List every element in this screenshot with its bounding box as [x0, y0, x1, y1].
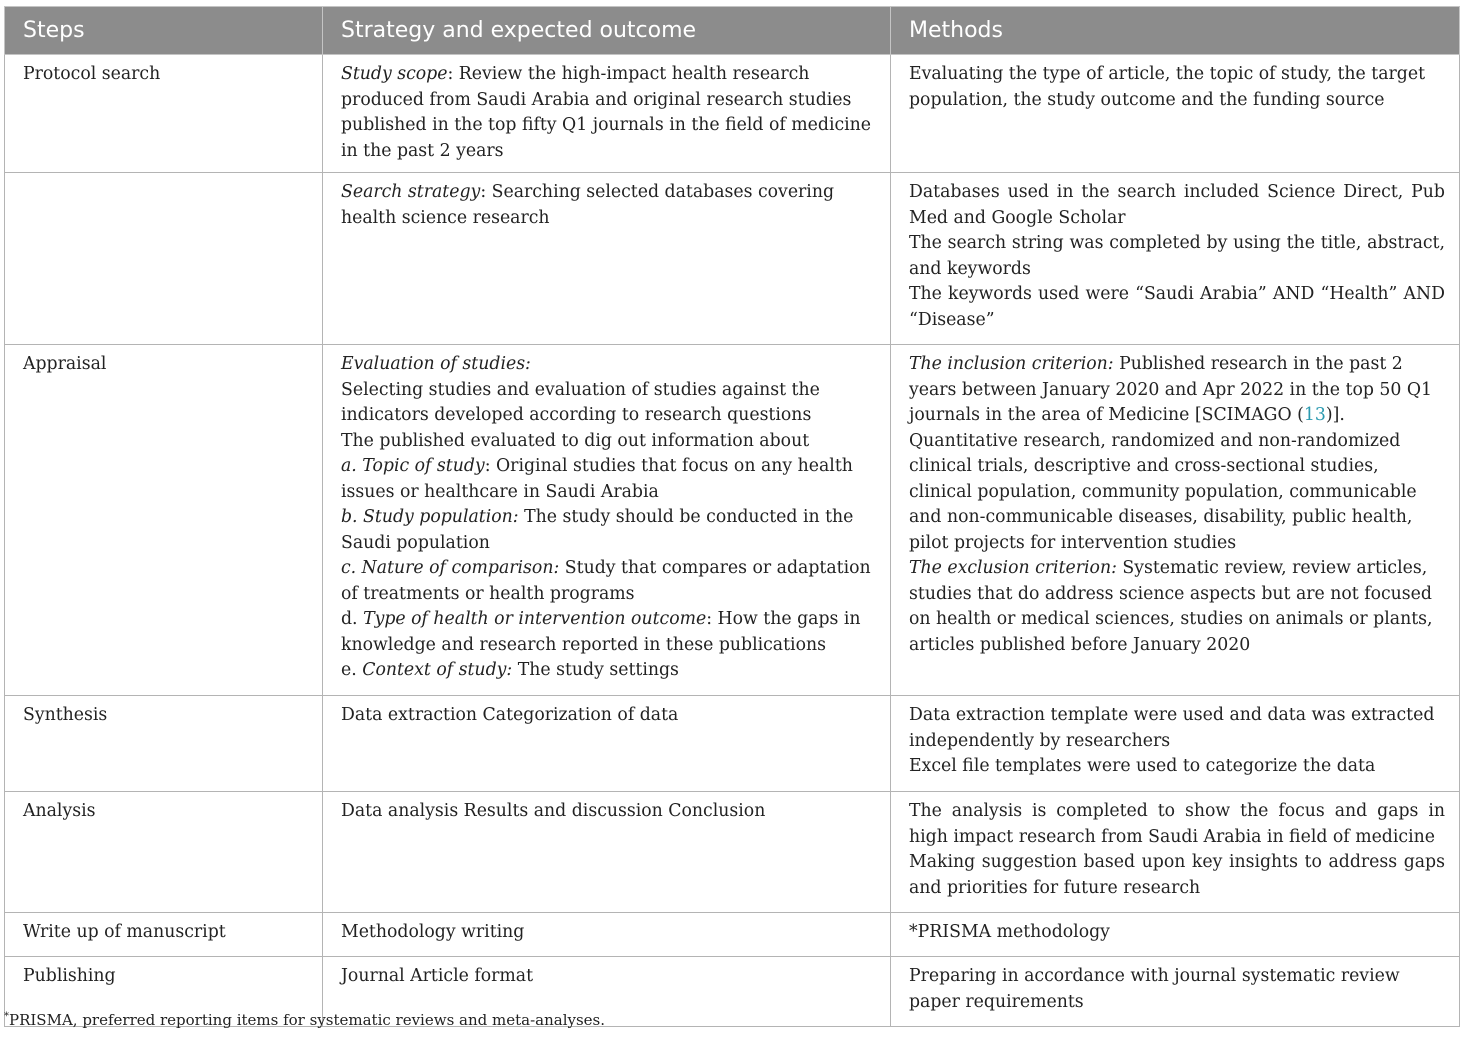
step-cell: Synthesis	[5, 696, 323, 792]
methods-line: Data extraction template were used and data was extracted independently by researchers	[909, 705, 1435, 751]
item-text: The study settings	[512, 660, 679, 680]
item-label: c. Nature of comparison:	[341, 558, 560, 578]
table-footnote	[4, 1011, 605, 1029]
methods-line: Databases used in the search included Science Direct, Pub Med and Google Scholar	[909, 182, 1445, 228]
strategy-cell: Journal Article format	[323, 957, 891, 1027]
exclusion-text: Systematic review, review articles, studies that do address science aspects but are not focused on health or medical sciences, studies on animals or plants, articles published before January 2020	[909, 558, 1433, 655]
table-row	[5, 173, 1460, 345]
step-cell: Appraisal	[5, 345, 323, 696]
table-row	[5, 792, 1460, 913]
methods-line: The keywords used were “Saudi Arabia” AND “Health” AND “Disease”	[909, 284, 1445, 330]
methodology-table	[4, 6, 1460, 1027]
reference-link[interactable]: 13	[1303, 405, 1326, 425]
item-text: : Original studies that focus on any health issues or healthcare in Saudi Arabia	[341, 456, 853, 502]
methods-line: Making suggestion based upon key insights to address gaps and priorities for future research	[909, 852, 1445, 898]
strategy-intro: Selecting studies and evaluation of studies against the indicators developed according to research questions	[341, 379, 820, 425]
inclusion-text: Published research in the past 2 years between January 2020 and Apr 2022 in the top 50 Q1 journals in the area of Medicine [SCIMAGO (	[909, 354, 1433, 425]
item-label: b. Study population:	[341, 507, 519, 527]
methods-cell	[891, 345, 1460, 696]
methods-cell: *PRISMA methodology	[891, 913, 1460, 957]
methods-line: The search string was completed by using the title, abstract, and keywords	[909, 233, 1445, 279]
table-row	[5, 55, 1460, 173]
step-cell: Write up of manuscript	[5, 913, 323, 957]
methods-cell: Preparing in accordance with journal systematic review paper requirements	[891, 957, 1460, 1027]
strategy-cell	[323, 173, 891, 345]
strategy-item	[341, 658, 876, 684]
methods-cell: Evaluating the type of article, the topic of study, the target population, the study outcome and the funding source	[891, 55, 1460, 173]
header-methods: Methods	[891, 7, 1460, 55]
strategy-cell	[323, 345, 891, 696]
strategy-label: Study scope	[341, 64, 448, 84]
step-cell	[5, 173, 323, 345]
exclusion-criterion	[909, 556, 1445, 658]
strategy-cell: Data analysis Results and discussion Conclusion	[323, 792, 891, 913]
table-row	[5, 345, 1460, 696]
methods-cell	[891, 696, 1460, 792]
methods-line: Excel file templates were used to categorize the data	[909, 756, 1376, 776]
item-prefix: d.	[341, 609, 364, 629]
table-row	[5, 696, 1460, 792]
strategy-item	[341, 556, 876, 607]
footnote-mark: *	[4, 1011, 9, 1022]
item-label: Type of health or intervention outcome	[363, 609, 707, 629]
strategy-cell: Methodology writing	[323, 913, 891, 957]
header-steps: Steps	[5, 7, 323, 55]
strategy-intro: The published evaluated to dig out information about	[341, 430, 810, 451]
methods-line: The analysis is completed to show the focus and gaps in high impact research from Saudi Arabia in field of medicine	[909, 801, 1445, 847]
item-text: : How the gaps in knowledge and research reported in these publications	[341, 609, 861, 655]
strategy-cell: Data extraction Categorization of data	[323, 696, 891, 792]
strategy-text: : Searching selected databases covering health science research	[341, 182, 835, 228]
methods-cell	[891, 792, 1460, 913]
step-cell: Publishing	[5, 957, 323, 1027]
strategy-text: : Review the high-impact health research produced from Saudi Arabia and original research studies published in the top fifty Q1 journals in the field of medicine in the past 2 years	[341, 64, 872, 161]
inclusion-criterion	[909, 352, 1445, 556]
table-header-row	[5, 7, 1460, 55]
item-label: Context of study:	[362, 660, 513, 680]
methods-cell	[891, 173, 1460, 345]
strategy-label: Search strategy	[341, 182, 481, 202]
strategy-cell	[323, 55, 891, 173]
item-text: Study that compares or adaptation of treatments or health programs	[341, 558, 871, 604]
strategy-heading: Evaluation of studies:	[341, 354, 531, 374]
inclusion-label: The inclusion criterion:	[909, 354, 1114, 374]
step-cell: Analysis	[5, 792, 323, 913]
strategy-item	[341, 454, 876, 505]
header-strategy: Strategy and expected outcome	[323, 7, 891, 55]
item-prefix: e.	[341, 660, 363, 680]
strategy-item	[341, 607, 876, 658]
item-label: a. Topic of study	[341, 456, 485, 476]
step-cell: Protocol search	[5, 55, 323, 173]
table-row	[5, 913, 1460, 957]
exclusion-label: The exclusion criterion:	[909, 558, 1117, 578]
strategy-item	[341, 505, 876, 556]
inclusion-text-end: )]. Quantitative research, randomized and non-randomized clinical trials, descriptive and cross-sectional studies, clinical population, community population, communicable and non-communicable diseases, disability, public health, pilot projects for intervention studies	[909, 405, 1417, 553]
item-text: The study should be conducted in the Saudi population	[341, 507, 854, 553]
footnote-text: PRISMA, preferred reporting items for systematic reviews and meta-analyses.	[9, 1011, 606, 1029]
